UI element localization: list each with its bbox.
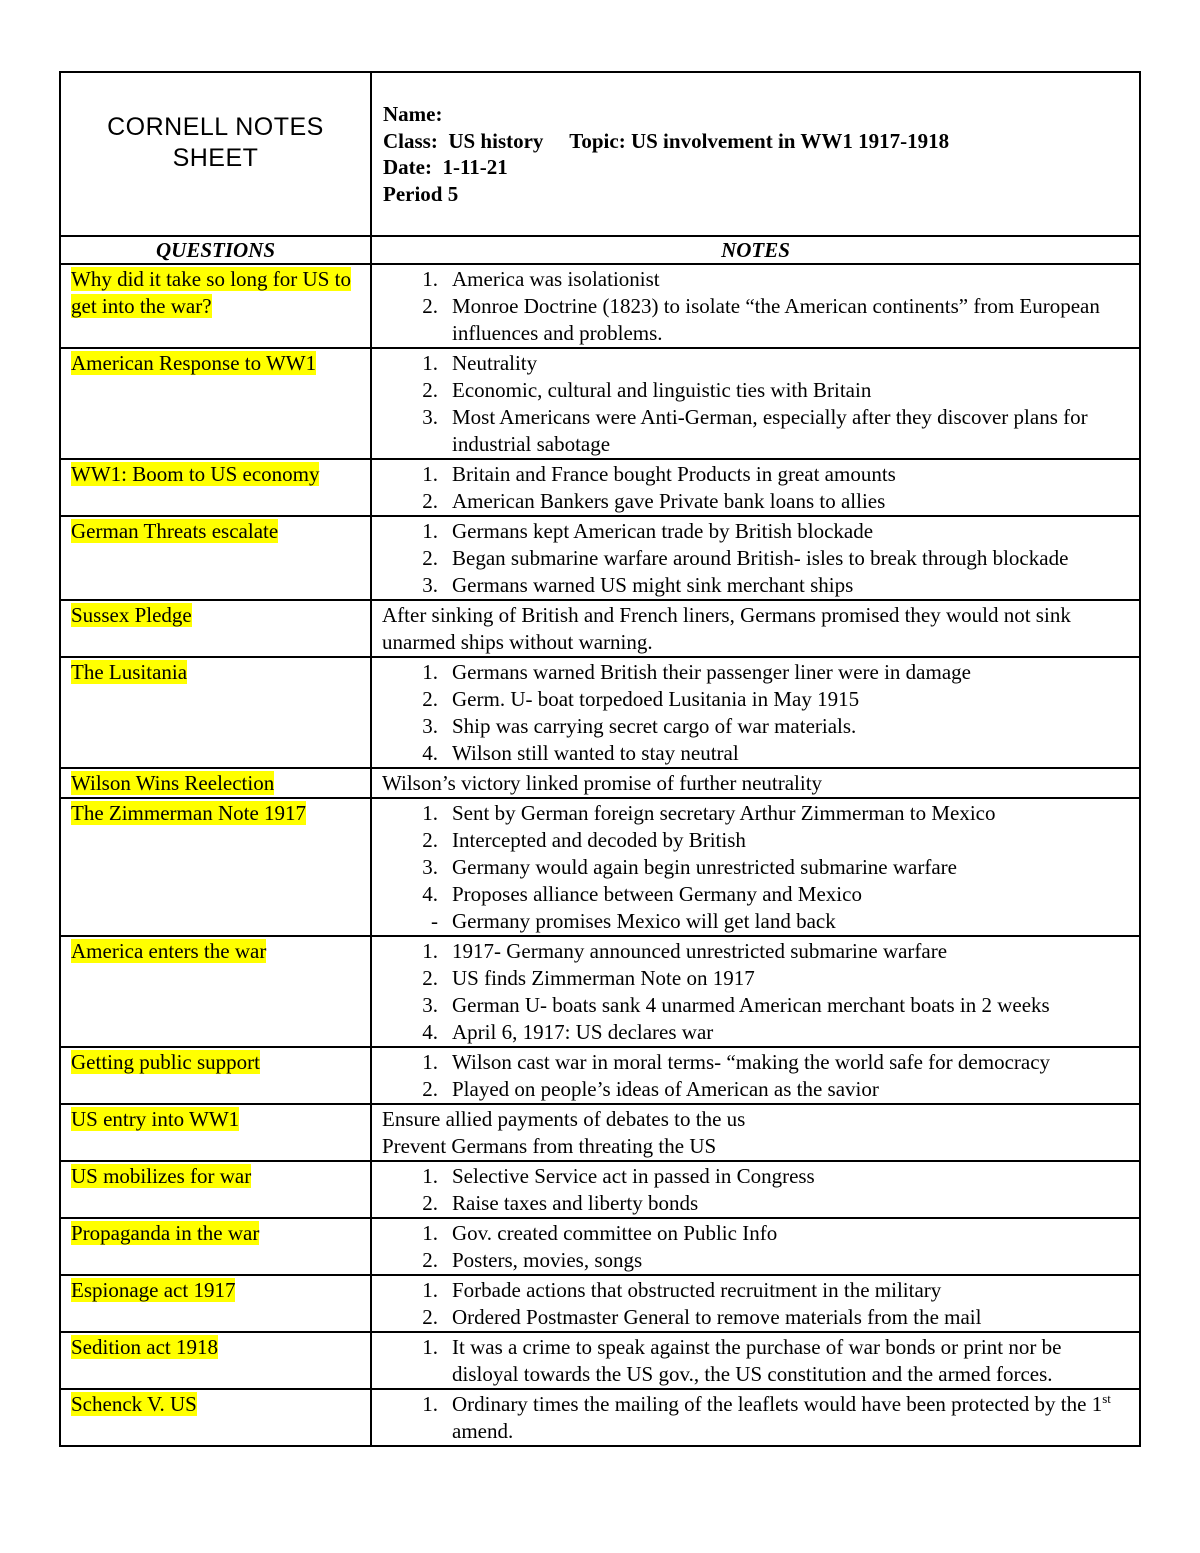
question-text: Sedition act 1918 [71, 1335, 218, 1359]
item-marker: 1. [422, 1221, 438, 1245]
item-marker: 4. [422, 882, 438, 906]
question-text: The Lusitania [71, 660, 188, 684]
notes-cell [371, 1332, 1140, 1389]
item-marker: 2. [422, 1248, 438, 1272]
period-line: Period 5 [383, 181, 459, 206]
question-cell [60, 768, 371, 798]
item-marker: 1. [422, 1050, 438, 1074]
item-marker: 1. [422, 267, 438, 291]
item-marker: 2. [422, 828, 438, 852]
item-marker: 2. [422, 966, 438, 990]
question-cell [60, 1332, 371, 1389]
item-superscript: st [1102, 1391, 1111, 1406]
question-cell [60, 264, 371, 348]
item-text: Monroe Doctrine (1823) to isolate “the American continents” from European influences and problems. [452, 294, 1100, 345]
question-text: Getting public support [71, 1050, 260, 1074]
item-text: Wilson still wanted to stay neutral [452, 741, 739, 765]
name-label: Name: [383, 102, 443, 126]
item-text: Germany would again begin unrestricted submarine warfare [452, 855, 957, 879]
note-row [60, 1104, 1140, 1161]
column-header-row [60, 236, 1140, 264]
item-marker: 3. [422, 714, 438, 738]
item-marker: 2. [422, 546, 438, 570]
item-text-tail: amend. [452, 1419, 514, 1443]
header-row [60, 72, 1140, 236]
question-text: Sussex Pledge [71, 603, 192, 627]
item-text: Economic, cultural and linguistic ties with Britain [452, 378, 872, 402]
item-text: Began submarine warfare around British- isles to break through blockade [452, 546, 1069, 570]
note-item [382, 488, 1131, 515]
question-cell [60, 348, 371, 459]
item-text: Gov. created committee on Public Info [452, 1221, 778, 1245]
question-text: Why did it take so long for US to get into the war? [71, 267, 351, 318]
notes-list [382, 266, 1131, 347]
note-item [382, 713, 1131, 740]
question-text: The Zimmerman Note 1917 [71, 801, 307, 825]
item-marker: 1. [422, 660, 438, 684]
question-cell [60, 1047, 371, 1104]
item-marker: 1. [422, 1335, 438, 1359]
notes-cell [371, 1104, 1140, 1161]
item-text: US finds Zimmerman Note on 1917 [452, 966, 755, 990]
item-marker: 1. [422, 351, 438, 375]
note-paragraph: Wilson’s victory linked promise of further neutrality [382, 771, 823, 795]
note-row [60, 1047, 1140, 1104]
note-item [382, 461, 1131, 488]
item-marker: 1. [422, 1278, 438, 1302]
item-marker: 2. [422, 1077, 438, 1101]
question-cell [60, 1218, 371, 1275]
note-row [60, 1332, 1140, 1389]
item-text: It was a crime to speak against the purchase of war bonds or print nor be disloyal towards the US gov., the US constitution and the armed forces. [452, 1335, 1062, 1386]
notes-list [382, 800, 1131, 935]
item-text: Germ. U- boat torpedoed Lusitania in May 1915 [452, 687, 860, 711]
note-item [382, 518, 1131, 545]
question-text: America enters the war [71, 939, 267, 963]
note-item [382, 1019, 1131, 1046]
item-text: Ordered Postmaster General to remove materials from the mail [452, 1305, 982, 1329]
date-line: Date: 1-11-21 [383, 155, 508, 179]
item-marker: 4. [422, 1020, 438, 1044]
notes-list [382, 1277, 1131, 1331]
item-text: 1917- Germany announced unrestricted submarine warfare [452, 939, 948, 963]
item-text: Ordinary times the mailing of the leaflets would have been protected by the 1 [452, 1392, 1103, 1416]
item-text: Most Americans were Anti-German, especially after they discover plans for industrial sabotage [452, 405, 1088, 456]
note-row [60, 1161, 1140, 1218]
note-item [382, 1220, 1131, 1247]
question-text: Espionage act 1917 [71, 1278, 236, 1302]
item-marker: 1. [422, 462, 438, 486]
item-text: Germans warned British their passenger liner were in damage [452, 660, 971, 684]
question-cell [60, 516, 371, 600]
item-marker: 3. [422, 573, 438, 597]
note-item [382, 377, 1131, 404]
item-text: April 6, 1917: US declares war [452, 1020, 714, 1044]
note-row [60, 459, 1140, 516]
note-item [382, 1049, 1131, 1076]
note-item [382, 1163, 1131, 1190]
question-cell [60, 1161, 371, 1218]
item-marker: 1. [422, 801, 438, 825]
item-marker: 4. [422, 741, 438, 765]
question-text: US mobilizes for war [71, 1164, 252, 1188]
notes-list [382, 1334, 1131, 1388]
note-item [382, 545, 1131, 572]
note-row [60, 798, 1140, 936]
item-marker: 3. [422, 405, 438, 429]
item-marker: 2. [422, 378, 438, 402]
notes-list [382, 461, 1131, 515]
item-text: Neutrality [452, 351, 538, 375]
note-item [382, 293, 1131, 347]
item-text: Raise taxes and liberty bonds [452, 1191, 699, 1215]
item-marker: 1. [422, 939, 438, 963]
question-cell [60, 657, 371, 768]
item-marker: 2. [422, 489, 438, 513]
notes-cell [371, 600, 1140, 657]
notes-cell [371, 516, 1140, 600]
item-text: Proposes alliance between Germany and Mexico [452, 882, 862, 906]
question-cell [60, 1389, 371, 1446]
note-row [60, 1389, 1140, 1446]
item-text: Germany promises Mexico will get land back [452, 909, 836, 933]
note-item [382, 938, 1131, 965]
cornell-notes-table [59, 71, 1141, 1447]
notes-cell [371, 1218, 1140, 1275]
info-cell [371, 72, 1140, 236]
note-paragraph: Ensure allied payments of debates to the us [382, 1107, 746, 1131]
note-item [382, 404, 1131, 458]
item-marker: 1. [422, 1392, 438, 1416]
note-row [60, 768, 1140, 798]
note-row [60, 657, 1140, 768]
item-marker: 3. [422, 993, 438, 1017]
note-row [60, 600, 1140, 657]
note-item [382, 800, 1131, 827]
item-marker: 2. [422, 1191, 438, 1215]
item-marker: 2. [422, 294, 438, 318]
item-text: America was isolationist [452, 267, 660, 291]
item-marker: 1. [422, 1164, 438, 1188]
note-item [382, 1277, 1131, 1304]
question-text: US entry into WW1 [71, 1107, 240, 1131]
notes-cell [371, 936, 1140, 1047]
note-item [382, 827, 1131, 854]
note-item [382, 1304, 1131, 1331]
note-item [382, 1247, 1131, 1274]
item-text: Wilson cast war in moral terms- “making the world safe for democracy [452, 1050, 1051, 1074]
item-text: German U- boats sank 4 unarmed American merchant boats in 2 weeks [452, 993, 1050, 1017]
note-row [60, 1218, 1140, 1275]
title-cell [60, 72, 371, 236]
note-item [382, 572, 1131, 599]
notes-cell [371, 1275, 1140, 1332]
notes-list [382, 659, 1131, 767]
note-row [60, 516, 1140, 600]
notes-list [382, 938, 1131, 1046]
notes-cell [371, 798, 1140, 936]
note-item [382, 992, 1131, 1019]
item-marker: 2. [422, 1305, 438, 1329]
note-item [382, 350, 1131, 377]
note-item [382, 266, 1131, 293]
notes-cell [371, 1047, 1140, 1104]
notes-cell [371, 348, 1140, 459]
question-text: Schenck V. US [71, 1392, 197, 1416]
notes-list [382, 350, 1131, 458]
item-text: Selective Service act in passed in Congress [452, 1164, 815, 1188]
note-item [382, 1190, 1131, 1217]
sheet-title: CORNELL NOTES SHEET [107, 113, 324, 172]
question-cell [60, 798, 371, 936]
item-marker: 1. [422, 519, 438, 543]
class-topic-line: Class: US history Topic: US involvement in WW1 1917-1918 [383, 128, 950, 153]
item-marker: - [431, 909, 438, 933]
notes-list [382, 1163, 1131, 1217]
notes-cell [371, 657, 1140, 768]
question-text: American Response to WW1 [71, 351, 317, 375]
question-cell [60, 600, 371, 657]
item-text: American Bankers gave Private bank loans to allies [452, 489, 886, 513]
item-text: Ship was carrying secret cargo of war materials. [452, 714, 857, 738]
question-text: Wilson Wins Reelection [71, 771, 275, 795]
notes-cell [371, 768, 1140, 798]
notes-cell [371, 1389, 1140, 1446]
notes-cell [371, 1161, 1140, 1218]
note-item [382, 908, 1131, 935]
item-marker: 2. [422, 687, 438, 711]
item-text: Intercepted and decoded by British [452, 828, 746, 852]
item-marker: 3. [422, 855, 438, 879]
question-cell [60, 1104, 371, 1161]
note-row [60, 264, 1140, 348]
note-paragraph: Prevent Germans from threating the US [382, 1134, 717, 1158]
item-text: Forbade actions that obstructed recruitment in the military [452, 1278, 942, 1302]
notes-list [382, 1049, 1131, 1103]
note-item [382, 1391, 1131, 1445]
item-text: Posters, movies, songs [452, 1248, 643, 1272]
question-cell [60, 1275, 371, 1332]
note-item [382, 965, 1131, 992]
note-item [382, 1334, 1131, 1388]
item-text: Germans kept American trade by British blockade [452, 519, 874, 543]
note-item [382, 740, 1131, 767]
question-text: Propaganda in the war [71, 1221, 260, 1245]
item-text: Britain and France bought Products in great amounts [452, 462, 896, 486]
notes-list [382, 1391, 1131, 1445]
note-row [60, 1275, 1140, 1332]
note-paragraph: After sinking of British and French liners, Germans promised they would not sink unarmed ships without warning. [382, 603, 1071, 654]
notes-cell [371, 264, 1140, 348]
notes-cell [371, 459, 1140, 516]
notes-header: NOTES [371, 236, 1140, 264]
item-text: Sent by German foreign secretary Arthur Zimmerman to Mexico [452, 801, 996, 825]
item-text: Germans warned US might sink merchant ships [452, 573, 854, 597]
note-row [60, 348, 1140, 459]
note-item [382, 659, 1131, 686]
question-cell [60, 459, 371, 516]
notes-list [382, 1220, 1131, 1274]
note-item [382, 881, 1131, 908]
questions-header: QUESTIONS [60, 236, 371, 264]
note-item [382, 686, 1131, 713]
question-cell [60, 936, 371, 1047]
question-text: German Threats escalate [71, 519, 279, 543]
note-row [60, 936, 1140, 1047]
item-text: Played on people’s ideas of American as the savior [452, 1077, 879, 1101]
notes-list [382, 518, 1131, 599]
note-item [382, 1076, 1131, 1103]
note-item [382, 854, 1131, 881]
question-text: WW1: Boom to US economy [71, 462, 320, 486]
